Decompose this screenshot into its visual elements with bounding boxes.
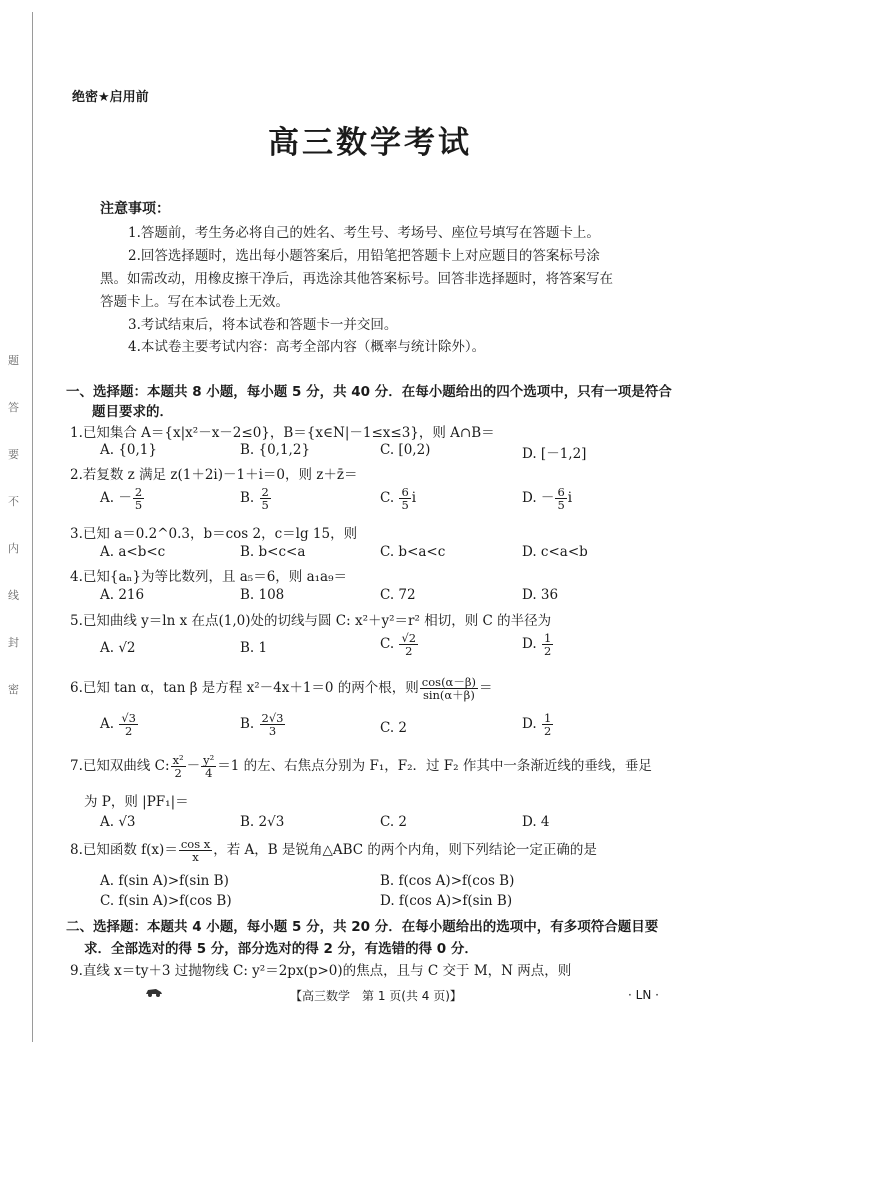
q3-option-b: B. b<c<a (240, 544, 306, 560)
question-5-stem: 5.已知曲线 y＝ln x 在点(1,0)处的切线与圆 C: x²＋y²＝r² 相切，则 C 的半径为 (70, 613, 552, 629)
notice-heading: 注意事项： (100, 201, 170, 217)
seal-char: 要 (8, 448, 19, 461)
question-3-stem: 3.已知 a＝0.2^0.3，b＝cos 2，c＝lg 15，则 (70, 526, 358, 542)
q1-option-b: B. {0,1,2} (240, 442, 311, 458)
q2-option-c: C. $\frac{6}{5}$ i (380, 485, 417, 513)
section-1-heading: 一、选择题：本题共 8 小题，每小题 5 分，共 40 分．在每小题给出的四个选项中，只有一项是符合 (66, 384, 672, 400)
q5-option-c: C. $\frac{√2}{2}$ (380, 631, 417, 659)
seal-char: 密 (8, 683, 19, 696)
page-title: 高三数学考试 (268, 125, 472, 161)
q7-option-b: B. 2√3 (240, 814, 285, 830)
fraction: $\frac{\text{x²}}{2}$ (172, 753, 184, 781)
q2-option-b: B. $\frac{2}{5}$ (240, 485, 269, 513)
fraction: $\frac{√3}{2}$ (121, 711, 136, 739)
q6-option-d: D. $\frac{1}{2}$ (522, 711, 552, 739)
q7-option-d: D. 4 (522, 814, 550, 830)
fraction: $\frac{1}{2}$ (543, 711, 552, 739)
q4-option-b: B. 108 (240, 587, 285, 603)
seal-char: 答 (8, 401, 19, 414)
fraction: $\frac{2}{5}$ (134, 485, 143, 513)
q8-option-b: B. f(cos A)>f(cos B) (380, 873, 515, 889)
question-7-stem-cont: 为 P，则 |PF₁|＝ (84, 794, 189, 810)
question-2-stem: 2.若复数 z 满足 z(1＋2i)－1＋i＝0，则 z＋z̄＝ (70, 467, 358, 483)
q8-option-d: D. f(cos A)>f(sin B) (380, 893, 513, 909)
car-logo-icon (144, 986, 164, 998)
q7-option-a: A. √3 (100, 814, 136, 830)
question-8-stem: 8.已知函数 f(x)＝ $\frac{\text{cos x}}{x}$ ，若 A，B 是锐角△ABC 的两个内角，则下列结论一定正确的是 (70, 837, 597, 865)
fraction: $\frac{2√3}{3}$ (261, 711, 284, 739)
q5-option-a: A. √2 (100, 640, 136, 656)
q1-option-a: A. {0,1} (100, 442, 157, 458)
fraction: $\frac{1}{2}$ (543, 631, 552, 659)
notice-line: 4.本试卷主要考试内容：高考全部内容（概率与统计除外）。 (128, 339, 486, 355)
section-2-heading: 二、选择题：本题共 4 小题，每小题 5 分，共 20 分．在每小题给出的选项中，有多项符合题目要 (66, 919, 659, 935)
notice-line: 3.考试结束后，将本试卷和答题卡一并交回。 (128, 317, 398, 333)
q5-option-d: D. $\frac{1}{2}$ (522, 631, 552, 659)
question-6-stem: 6.已知 tan α，tan β 是方程 x²－4x＋1＝0 的两个根，则 $\frac{\cos(\alpha-\beta)}{\sin(\alpha+\beta)}$ ＝ (70, 675, 493, 703)
fraction: $\frac{\cos(\alpha-\beta)}{\sin(\alpha+\beta)}$ (421, 675, 476, 703)
q4-option-d: D. 36 (522, 587, 559, 603)
section-2-heading-cont: 求．全部选对的得 5 分，部分选对的得 2 分，有选错的得 0 分． (84, 941, 478, 957)
q6-option-a: A. $\frac{√3}{2}$ (100, 711, 136, 739)
footer-code: · LN · (628, 988, 659, 1002)
q4-option-a: A. 216 (100, 587, 145, 603)
q1-option-d: D. [－1,2] (522, 446, 587, 462)
q6-option-b: B. $\frac{2√3}{3}$ (240, 711, 284, 739)
binding-margin-line (32, 12, 33, 1042)
fraction: $\frac{\text{cos x}}{x}$ (180, 837, 211, 865)
q5-option-b: B. 1 (240, 640, 268, 656)
q8-option-a: A. f(sin A)>f(sin B) (100, 873, 229, 889)
seal-char: 内 (8, 542, 19, 555)
notice-line: 2.回答选择题时，选出每小题答案后，用铅笔把答题卡上对应题目的答案标号涂 (128, 248, 600, 264)
q3-option-d: D. c<a<b (522, 544, 588, 560)
section-1-heading-cont: 题目要求的． (92, 404, 173, 420)
seal-char: 封 (8, 636, 19, 649)
q3-option-c: C. b<a<c (380, 544, 446, 560)
page-footer: 【高三数学 第 1 页(共 4 页)】 (290, 989, 462, 1003)
confidential-mark: 绝密★启用前 (72, 90, 149, 105)
notice-line: 答题卡上。写在本试卷上无效。 (100, 294, 289, 310)
fraction: $\frac{\text{y²}}{4}$ (203, 753, 215, 781)
q8-option-c: C. f(sin A)>f(cos B) (100, 893, 232, 909)
fraction: $\frac{6}{5}$ (557, 485, 565, 513)
q2-option-d: D. － $\frac{6}{5}$ i (522, 485, 573, 513)
question-7-stem: 7.已知双曲线 C: $\frac{\text{x²}}{2}$ － $\frac{\text{y²}}{4}$ ＝1 的左、右焦点分别为 F₁，F₂．过 F₂ 作其中一条渐近线的垂线，垂足 (70, 753, 652, 781)
q4-option-c: C. 72 (380, 587, 416, 603)
fraction: $\frac{6}{5}$ (401, 485, 409, 513)
question-1-stem: 1.已知集合 A＝{x|x²－x－2≤0}，B＝{x∈N|－1≤x≤3}，则 A∩B＝ (70, 425, 495, 441)
q3-option-a: A. a<b<c (100, 544, 166, 560)
notice-line: 黑。如需改动，用橡皮擦干净后，再选涂其他答案标号。回答非选择题时，将答案写在 (100, 271, 613, 287)
fraction: $\frac{√2}{2}$ (401, 631, 417, 659)
fraction: $\frac{2}{5}$ (261, 485, 269, 513)
question-4-stem: 4.已知{aₙ}为等比数列，且 a₅＝6，则 a₁a₉＝ (70, 569, 348, 585)
question-9-stem: 9.直线 x＝ty＋3 过抛物线 C: y²＝2px(p>0)的焦点，且与 C 交于 M，N 两点，则 (70, 963, 572, 979)
seal-char: 题 (8, 354, 19, 367)
q1-option-c: C. [0,2) (380, 442, 431, 458)
q2-option-a: A. － $\frac{2}{5}$ (100, 485, 143, 513)
q6-option-c: C. 2 (380, 720, 408, 736)
seal-char: 不 (8, 495, 19, 508)
q7-option-c: C. 2 (380, 814, 408, 830)
seal-char: 线 (8, 589, 19, 602)
notice-line: 1.答题前，考生务必将自己的姓名、考生号、考场号、座位号填写在答题卡上。 (128, 225, 600, 241)
